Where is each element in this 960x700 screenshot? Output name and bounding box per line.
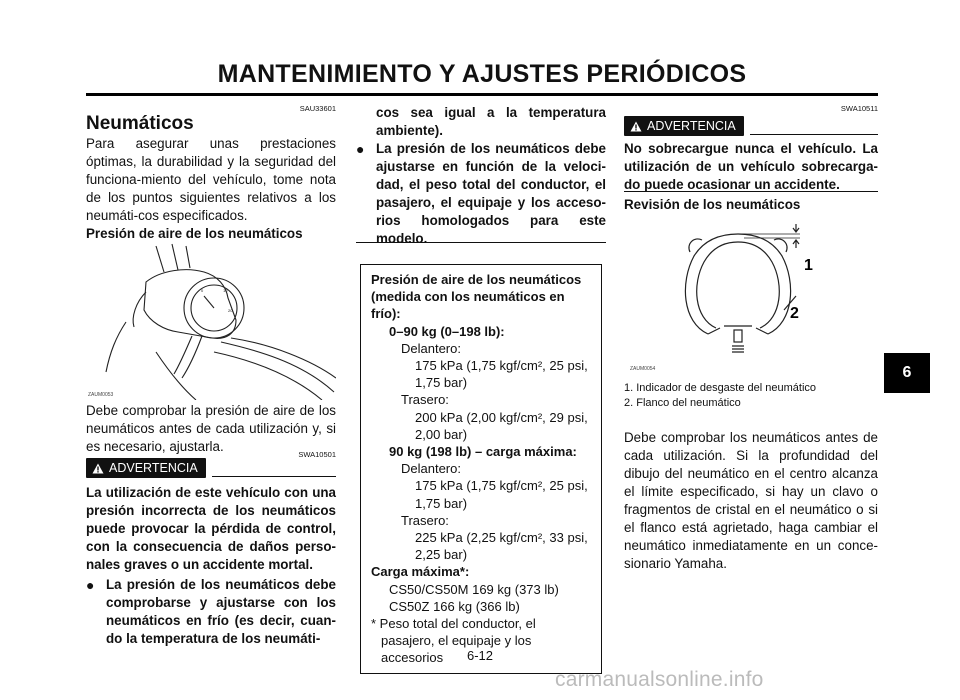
svg-text:0: 0 (201, 288, 204, 293)
svg-text:10: 10 (223, 288, 228, 293)
tire-cross-section-illustration (624, 222, 878, 372)
warning-label: ADVERTENCIA (109, 461, 198, 475)
pressure-gauge-figure (86, 242, 336, 400)
caption-item-2: 2. Flanco del neumático (624, 397, 741, 409)
check-paragraph: Debe comprobar la presión de aire de los neumáticos antes de cada utilización y, si es necesario, ajustarla. (86, 403, 336, 454)
bullet-item (356, 140, 606, 248)
warning-header (624, 116, 878, 136)
warning-triangle-icon (630, 121, 642, 132)
column-1 (86, 104, 336, 243)
bullet-item (86, 576, 336, 648)
column-1-lower (86, 402, 336, 456)
callout-number-2: 2 (790, 305, 799, 322)
spec-front-value: 175 kPa (1,75 kgf/cm², 25 psi, (415, 358, 588, 374)
spec-rear-value-bar: 2,25 bar) (415, 547, 468, 563)
figure-captions (624, 381, 878, 411)
warning-end-rule (356, 242, 606, 243)
warning-text: No sobrecargue nunca el vehículo. La utilización de un vehículo sobrecarga-do puede ocasionar un accidente. (624, 141, 878, 192)
pressure-spec-box (360, 264, 602, 674)
spec-front-value-bar: 1,75 bar) (415, 495, 468, 511)
bullet-continuation: cos sea igual a la temperatura ambiente). (376, 105, 606, 138)
tire-check-paragraph: Debe comprobar los neumáticos antes de cada utilización. Si la profundidad del dibujo del neumático en el centro alcanza el límite especificado, si hay un clavo o fragmentos de cristal en el neumático o si el flanco está agrietado, haga cambiar el neumático inmediatamente en un conce-sionario Yamaha. (624, 430, 878, 571)
warning-body (86, 484, 336, 648)
intro-paragraph: Para asegurar unas prestaciones óptimas, la durabilidad y la seguridad del funciona-miento del vehículo, tome nota de los puntos siguientes relativos a los neumáti-cos especificados. (86, 136, 336, 223)
spec-front-value-bar: 1,75 bar) (415, 375, 468, 391)
spec-note: pasajero, el equipaje y los (381, 633, 532, 649)
bullet-text: La presión de los neumáticos debe comprobarse y ajustarse con los neumáticos en frío (es decir, cuan-do la temperatura de los neumáti- (106, 577, 336, 646)
warning-code: SWA10511 (840, 104, 878, 113)
warning-end-rule (624, 191, 878, 192)
figure-code: ZAUM0053 (88, 392, 114, 398)
spec-load-range-2: 90 kg (198 lb) – carga máxima: (389, 444, 577, 460)
callout-number-1: 1 (804, 257, 813, 274)
warning-label: ADVERTENCIA (647, 119, 736, 133)
spec-rear-label: Trasero: (401, 512, 449, 528)
page-header-title: MANTENIMIENTO Y AJUSTES PERIÓDICOS (217, 60, 747, 88)
spec-rear-value: 200 kPa (2,00 kgf/cm², 29 psi, (415, 409, 588, 425)
warning-header (86, 458, 336, 478)
column-3 (624, 140, 878, 194)
tire-check-subtitle: Revisión de los neumáticos (624, 197, 801, 212)
pressure-gauge-illustration (86, 242, 336, 400)
page-number: 6-12 (466, 648, 494, 663)
svg-text:20: 20 (228, 308, 233, 313)
warning-badge (86, 458, 206, 478)
spec-max-title: Carga máxima*: (371, 564, 470, 580)
spec-note: * Peso total del conductor, el (371, 616, 536, 632)
spec-front-label: Delantero: (401, 461, 461, 477)
spec-max-cs50z: CS50Z 166 kg (366 lb) (389, 598, 520, 614)
section-code: SAU33601 (299, 104, 336, 113)
bullet-dot: ● (356, 141, 365, 157)
tire-section-figure (624, 222, 878, 372)
warning-rule (750, 134, 878, 135)
header-rule (86, 93, 878, 96)
warning-triangle-icon (92, 463, 104, 474)
caption-item-1: 1. Indicador de desgaste del neumático (624, 382, 817, 394)
chapter-tab: 6 (884, 353, 930, 393)
spec-front-label: Delantero: (401, 340, 461, 356)
warning-code: SWA10501 (298, 450, 336, 459)
figure-code: ZAUM0054 (630, 366, 656, 372)
warning-text: La utilización de este vehículo con una presión incorrecta de los neumáticos puede provocar la pérdida de control, con la consecuencia de daños perso-nales graves o un accidente mortal. (86, 485, 336, 572)
section-title: Neumáticos (86, 113, 194, 134)
pressure-subtitle: Presión de aire de los neumáticos (86, 226, 303, 241)
bullet-dot: ● (86, 577, 95, 593)
spec-max-cs50: CS50/CS50M 169 kg (373 lb) (389, 581, 559, 597)
watermark: carmanualsonline.info (555, 668, 764, 691)
spec-rear-value-bar: 2,00 bar) (415, 426, 468, 442)
spec-title: Presión de aire de los neumáticos (medida con los neumáticos en frío): (371, 272, 582, 322)
bullet-text: La presión de los neumáticos debe ajustarse en función de la veloci-dad, el peso total del conductor, el pasajero, el equipaje y los acceso-rios homologados para este modelo. (376, 141, 606, 246)
warning-badge (624, 116, 744, 136)
spec-load-range-1: 0–90 kg (0–198 lb): (389, 323, 505, 339)
column-2 (356, 104, 606, 248)
spec-front-value: 175 kPa (1,75 kgf/cm², 25 psi, (415, 478, 588, 494)
spec-note: accesorios (381, 650, 444, 666)
warning-rule (212, 476, 336, 477)
spec-rear-label: Trasero: (401, 392, 449, 408)
spec-rear-value: 225 kPa (2,25 kgf/cm², 33 psi, (415, 530, 588, 546)
